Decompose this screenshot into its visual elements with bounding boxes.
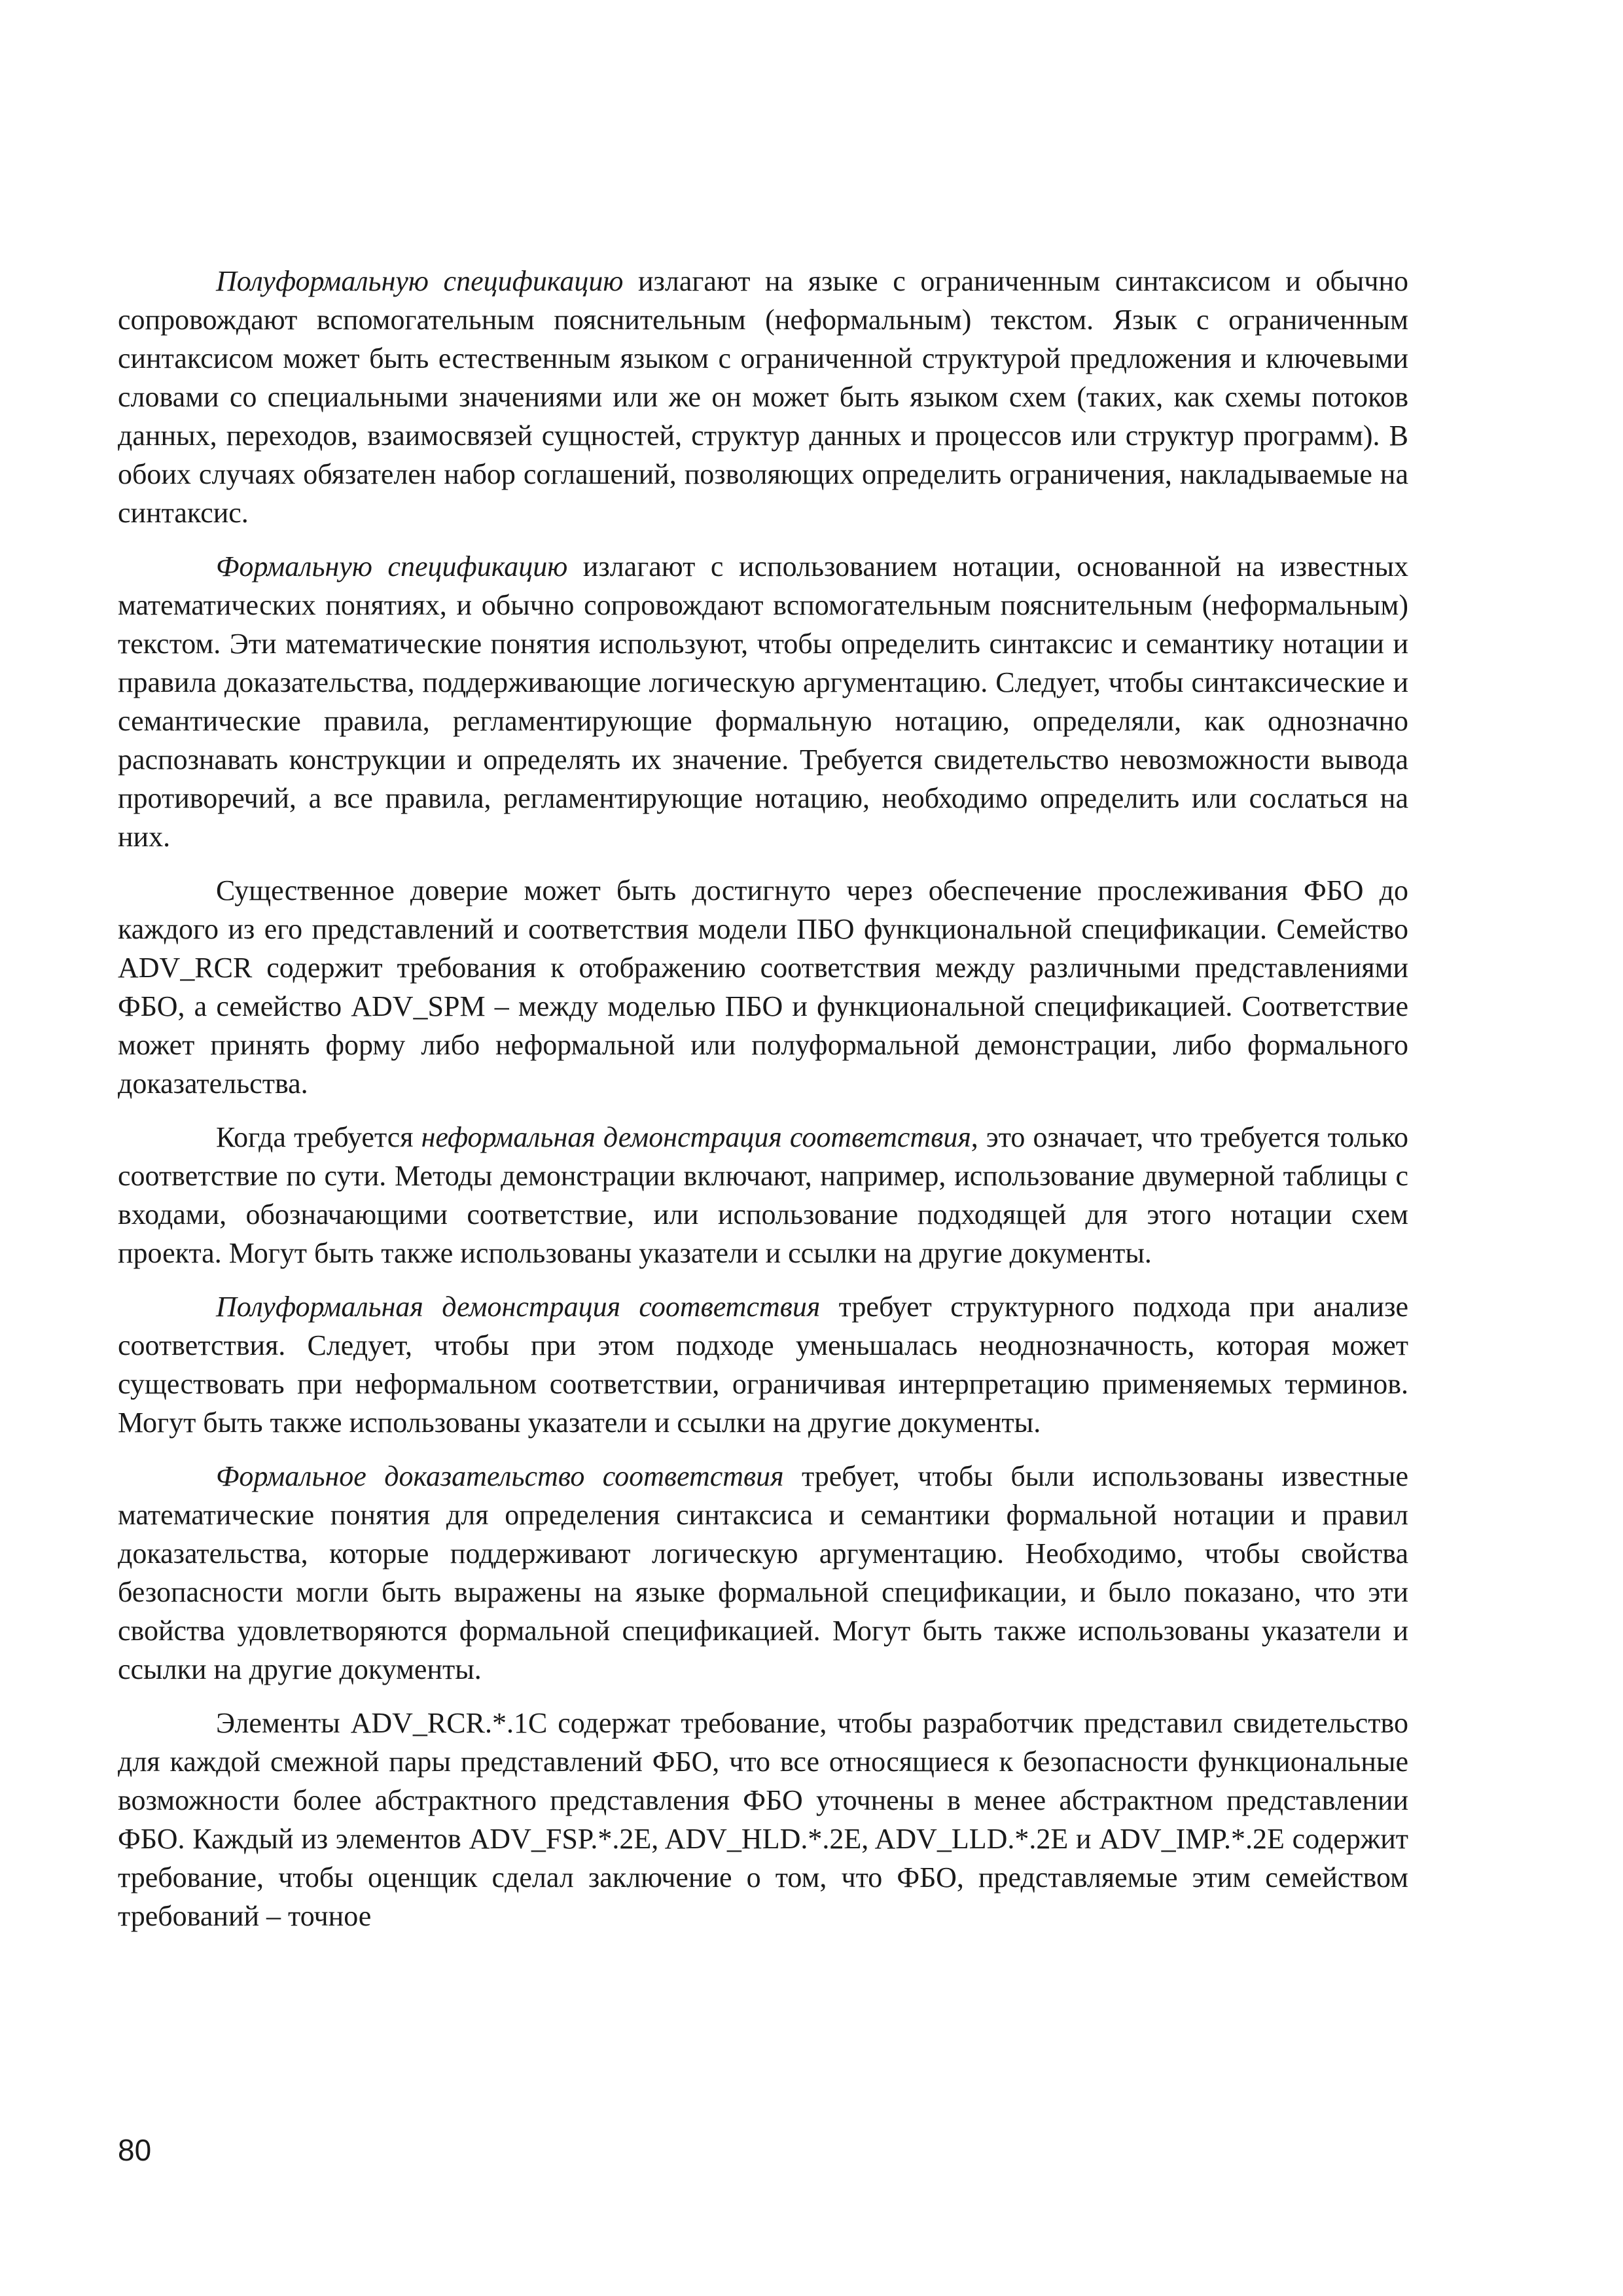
italic-term: Формальную спецификацию: [216, 550, 568, 583]
paragraph-formal-spec: [118, 547, 1408, 856]
paragraph-text: излагают на языке с ограниченным синтаксисом и обычно сопровождают вспомогательным пояснительным (неформальным) текстом. Язык с ограниченным синтаксисом может быть естественным языком с ограниченной структурой предложения и ключевыми словами со специальными значениями или же он может быть языком схем (таких, как схемы потоков данных, переходов, взаимосвязей сущностей, структур данных и процессов или структур программ). В обоих случаях обязателен набор соглашений, позволяющих определить ограничения, накладываемые на синтаксис.: [118, 265, 1408, 529]
paragraph-semiformal-spec: [118, 262, 1408, 532]
paragraph-informal-demo: [118, 1118, 1408, 1272]
paragraph-text: Элементы ADV_RCR.*.1C содержат требование, чтобы разработчик представил свидетельство для каждой смежной пары представлений ФБО, что все относящиеся к безопасности функциональные возможности более абстрактного представления ФБО уточнены в менее абстрактном представлении ФБО. Каждый из элементов ADV_FSP.*.2E, ADV_HLD.*.2E, ADV_LLD.*.2E и ADV_IMP.*.2E содержит требование, чтобы оценщик сделал заключение о том, что ФБО, представляемые этим семейством требований – точное: [118, 1707, 1408, 1932]
paragraph-elements: [118, 1704, 1408, 1935]
paragraph-text: , это означает, что требуется только соответствие по сути. Методы демонстрации включают, например, использование двумерной таблицы с входами, обозначающими соответствие, или использование подходящей для этого нотации схем проекта. Могут быть также использованы указатели и ссылки на другие документы.: [118, 1121, 1408, 1269]
italic-term: Полуформальная демонстрация соответствия: [216, 1291, 821, 1323]
italic-term: Формальное доказательство соответствия: [216, 1460, 784, 1492]
page-body: [118, 262, 1408, 1950]
paragraph-text: излагают с использованием нотации, основанной на известных математических понятиях, и обычно сопровождают вспомогательным пояснительным (неформальным) текстом. Эти математические понятия используют, чтобы определить синтаксис и семантику нотации и правила доказательства, поддерживающие логическую аргументацию. Следует, чтобы синтаксические и семантические правила, регламентирующие формальную нотацию, определяли, как однозначно распознавать конструкции и определять их значение. Требуется свидетельство невозможности вывода противоречий, а все правила, регламентирующие нотацию, необходимо определить или сослаться на них.: [118, 550, 1409, 853]
paragraph-text: Существенное доверие может быть достигнуто через обеспечение прослеживания ФБО до каждого из его представлений и соответствия модели ПБО функциональной спецификации. Семейство ADV_RCR содержит требования к отображению соответствия между различными представлениями ФБО, а семейство ADV_SPM – между моделью ПБО и функциональной спецификацией. Соответствие может принять форму либо неформальной или полуформальной демонстрации, либо формального доказательства.: [118, 874, 1408, 1100]
paragraph-semiformal-demo: [118, 1287, 1408, 1442]
paragraph-trust: [118, 871, 1408, 1103]
italic-term: Полуформальную спецификацию: [216, 265, 624, 297]
paragraph-text: требует структурного подхода при анализе соответствия. Следует, чтобы при этом подходе уменьшалась неоднозначность, которая может существовать при неформальном соответствии, ограничивая интерпретацию применяемых терминов. Могут быть также использованы указатели и ссылки на другие документы.: [118, 1291, 1409, 1439]
page-number: 80: [118, 2133, 152, 2167]
italic-term: неформальная демонстрация соответствия: [421, 1121, 971, 1153]
paragraph-formal-proof: [118, 1457, 1408, 1689]
paragraph-pre-text: Когда требуется: [216, 1121, 421, 1153]
paragraph-text: требует, чтобы были использованы известные математические понятия для определения синтаксиса и семантики формальной нотации и правил доказательства, которые поддерживают логическую аргументацию. Необходимо, чтобы свойства безопасности могли быть выражены на языке формальной спецификации, и было показано, что эти свойства удовлетворяются формальной спецификацией. Могут быть также использованы указатели и ссылки на другие документы.: [118, 1460, 1409, 1685]
